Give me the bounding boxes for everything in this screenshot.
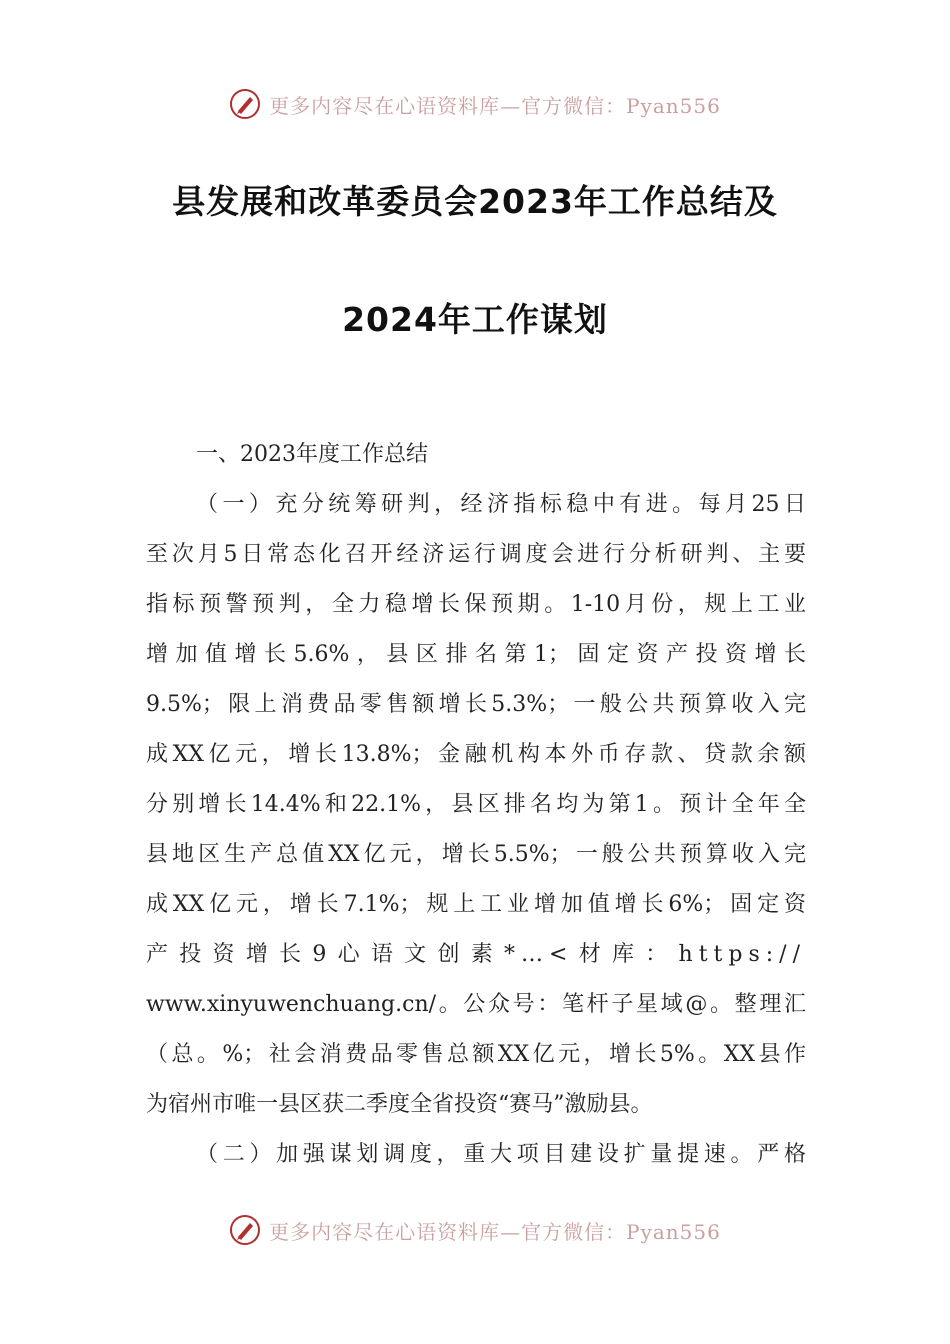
watermark-footer — [0, 1210, 950, 1250]
paragraph-line: （总。%；社会消费品零售总额XX亿元，增长5%。XX县作 — [146, 1042, 806, 1067]
paragraph-line: 增加值增长5.6%，县区排名第1；固定资产投资增长 — [146, 642, 806, 667]
paragraph-line: 指标预警预判，全力稳增长保预期。1-10月份，规上工业 — [146, 592, 806, 617]
pen-logo-icon — [229, 1214, 261, 1246]
paragraph-line: 9.5%；限上消费品零售额增长5.3%；一般公共预算收入完 — [146, 692, 806, 717]
watermark-header — [0, 84, 950, 124]
paragraph-line: 为宿州市唯一县区获二季度全省投资“赛马”激励县。 — [146, 1092, 653, 1117]
paragraph-line: www.xinyuwenchuang.cn/。公众号：笔杆子星域@。整理汇 — [146, 992, 806, 1017]
paragraph-line: 分别增长14.4%和22.1%，县区排名均为第1。预计全年全 — [146, 792, 806, 817]
watermark-text: 更多内容尽在心语资料库—官方微信：Pyan556 — [269, 93, 721, 118]
paragraph-2 — [146, 1130, 806, 1180]
document-title-line2: 2024年工作谋划 — [342, 300, 608, 339]
watermark-text: 更多内容尽在心语资料库—官方微信：Pyan556 — [269, 1219, 721, 1244]
paragraph-line: 县地区生产总值XX亿元，增长5.5%；一般公共预算收入完 — [146, 842, 806, 867]
section-heading: 一、2023年度工作总结 — [196, 442, 428, 467]
paragraph-line: 成XX亿元，增长7.1%；规上工业增加值增长6%；固定资 — [146, 892, 806, 917]
paragraph-line: （一）充分统筹研判，经济指标稳中有进。每月25日 — [196, 492, 806, 517]
paragraph-1 — [146, 480, 806, 1130]
paragraph-line: 产投资增长9心语文创素*…<材库：https:// — [146, 942, 806, 967]
pen-logo-icon — [229, 88, 261, 120]
paragraph-line: 成XX亿元，增长13.8%；金融机构本外币存款、贷款余额 — [146, 742, 806, 767]
paragraph-line: （二）加强谋划调度，重大项目建设扩量提速。严格 — [196, 1142, 806, 1167]
paragraph-line: 至次月5日常态化召开经济运行调度会进行分析研判、主要 — [146, 542, 806, 567]
document-title-line1: 县发展和改革委员会2023年工作总结及 — [172, 182, 778, 221]
